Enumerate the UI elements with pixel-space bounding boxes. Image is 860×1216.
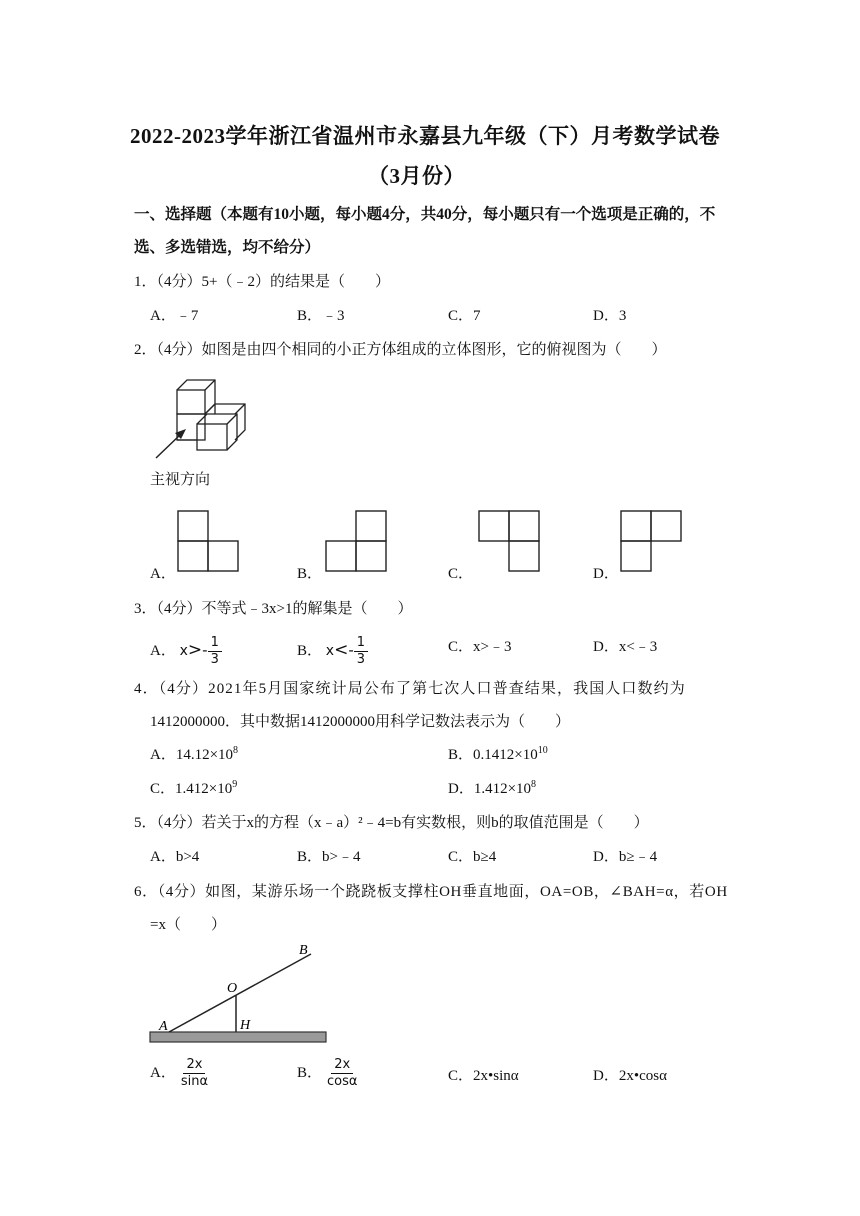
q6-b-fraction (324, 1057, 360, 1090)
q4-stem-line2: 1412000000．其中数据1412000000用科学记数法表示为（ ） (150, 714, 571, 730)
q3-a-frac-den: 3 (210, 652, 219, 667)
q2-option-a-label: A． (150, 566, 176, 582)
q4-option-b (448, 743, 548, 764)
q2-stem: 2．（4分）如图是由四个相同的小正方体组成的立体图形，它的俯视图为（ ） (134, 342, 667, 358)
q2-cube-figure (150, 378, 260, 468)
label-point-a: A (159, 1019, 168, 1034)
q4-b-exp: 10 (537, 745, 548, 756)
q3-b-sign: < (334, 639, 349, 660)
q3-option-c: C．x>﹣3 (448, 639, 512, 655)
ground-bar (150, 1032, 326, 1042)
q3-stem: 3．（4分）不等式﹣3x>1的解集是（ ） (134, 601, 413, 617)
q1-stem: 1．（4分）5+（﹣2）的结果是（ ） (134, 274, 390, 290)
q5-option-b: B．b>﹣4 (297, 849, 361, 865)
q4-b-base: B．0.1412×10 (448, 747, 538, 763)
q1-option-b: B．﹣3 (297, 308, 345, 324)
q6-seesaw-figure (145, 940, 335, 1048)
q6-option-b (297, 1057, 360, 1090)
q6-b-num: 2x (331, 1057, 353, 1074)
q5-option-d: D．b≥﹣4 (593, 849, 658, 865)
label-point-b: B (299, 943, 308, 958)
q2-option-d-figure (620, 510, 682, 572)
q4-option-a (150, 743, 238, 764)
q2-option-d-label: D． (593, 566, 619, 582)
q4-option-c (150, 777, 237, 798)
q3-a-minus: - (202, 640, 208, 659)
q2-option-c-label: C． (448, 566, 474, 582)
label-point-h: H (240, 1018, 251, 1033)
q2-figure-caption: 主视方向 (150, 470, 211, 488)
q4-c-exp: 9 (232, 779, 238, 790)
q5-option-c: C．b≥4 (448, 849, 497, 865)
q3-b-fraction (354, 635, 368, 668)
q4-stem-line1: 4．（4分）2021年5月国家统计局公布了第七次人口普查结果，我国人口数约为 (134, 681, 686, 697)
q6-a-fraction (178, 1057, 211, 1090)
q3-option-d: D．x<﹣3 (593, 639, 658, 655)
q1-option-c: C．7 (448, 308, 481, 324)
q3-option-a-label: A． (150, 642, 176, 659)
page-title: 2022-2023学年浙江省温州市永嘉县九年级（下）月考数学试卷 (130, 124, 720, 148)
q4-option-d (448, 777, 536, 798)
section-heading-line2: 选、多选错选，均不给分） (134, 239, 321, 256)
q6-stem-line2: =x（ ） (150, 917, 226, 933)
q3-option-b-label: B． (297, 642, 323, 659)
page-subtitle: （3月份） (368, 164, 465, 188)
q4-a-exp: 8 (233, 745, 239, 756)
q3-a-var: x (179, 642, 188, 659)
q3-b-frac-num: 1 (354, 635, 368, 652)
q2-option-a-figure (177, 510, 239, 572)
q4-c-base: C．1.412×10 (150, 781, 233, 797)
q6-option-d: D．2x•cosα (593, 1068, 667, 1084)
q6-b-den: cosα (327, 1074, 358, 1089)
section-heading-line1: 一、选择题（本题有10小题，每小题4分，共40分，每小题只有一个选项是正确的，不 (134, 206, 716, 223)
q6-option-a (150, 1057, 211, 1090)
q4-a-base: A．14.12×10 (150, 747, 234, 763)
q2-option-b-figure (325, 510, 387, 572)
q1-option-d: D．3 (593, 308, 627, 324)
q3-a-fraction (208, 635, 222, 668)
q5-option-a: A．b>4 (150, 849, 200, 865)
q3-a-frac-num: 1 (208, 635, 222, 652)
q3-option-b (297, 635, 368, 668)
label-point-o: O (227, 981, 238, 996)
q2-option-b-label: B． (297, 566, 323, 582)
q3-b-minus: - (348, 640, 354, 659)
q6-option-b-label: B． (297, 1064, 323, 1081)
q2-option-c-figure (478, 510, 540, 572)
q6-a-num: 2x (183, 1057, 205, 1074)
q1-option-a: A．﹣7 (150, 308, 199, 324)
q3-a-sign: > (187, 639, 203, 660)
q6-stem-line1: 6．（4分）如图，某游乐场一个跷跷板支撑柱OH垂直地面，OA=OB，∠BAH=α，若OH (134, 884, 728, 900)
q4-d-base: D．1.412×10 (448, 781, 532, 797)
q3-option-a (150, 635, 222, 668)
q6-option-a-label: A． (150, 1064, 176, 1081)
q6-a-den: sinα (180, 1074, 209, 1089)
q5-stem: 5．（4分）若关于x的方程（x﹣a）²﹣4=b有实数根，则b的取值范围是（ ） (134, 815, 649, 831)
q4-d-exp: 8 (531, 779, 537, 790)
q6-option-c: C．2x•sinα (448, 1068, 519, 1084)
q3-b-frac-den: 3 (356, 652, 366, 667)
q3-b-var: x (325, 642, 335, 659)
